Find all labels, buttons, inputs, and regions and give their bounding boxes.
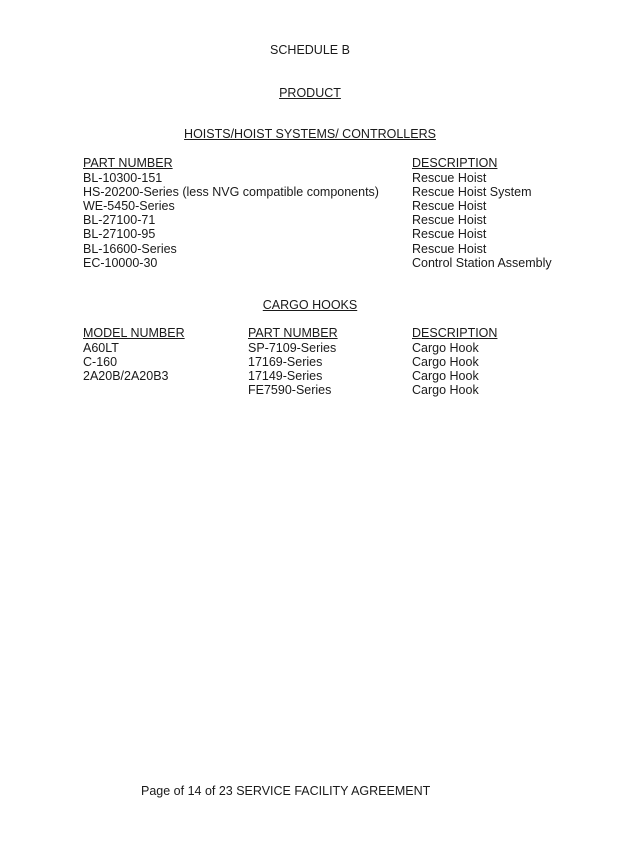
description: Control Station Assembly <box>412 255 552 270</box>
description: Cargo Hook <box>412 368 479 383</box>
part-number: 17169-Series <box>248 354 323 369</box>
model-number: C-160 <box>83 354 118 369</box>
part-number: BL-27100-95 <box>83 227 156 242</box>
hoists-col-desc: DESCRIPTION <box>412 156 498 170</box>
table-row <box>0 256 620 270</box>
table-row <box>0 383 620 397</box>
cargo-header-row <box>0 326 620 340</box>
description: Rescue Hoist <box>412 198 487 213</box>
table-row <box>0 185 620 199</box>
description: Rescue Hoist System <box>412 184 532 199</box>
table-row <box>0 242 620 256</box>
part-number: BL-16600-Series <box>83 241 177 256</box>
table-row <box>0 355 620 369</box>
hoists-col-part: PART NUMBER <box>83 156 173 170</box>
table-row <box>0 171 620 185</box>
model-number: 2A20B/2A20B3 <box>83 368 169 383</box>
description: Rescue Hoist <box>412 241 487 256</box>
cargo-col-model: MODEL NUMBER <box>83 326 185 340</box>
table-row <box>0 199 620 213</box>
product-heading <box>0 86 620 100</box>
cargo-col-part: PART NUMBER <box>248 326 338 340</box>
table-row <box>0 341 620 355</box>
description: Rescue Hoist <box>412 227 487 242</box>
hoists-heading-text: HOISTS/HOIST SYSTEMS/ CONTROLLERS <box>184 127 436 141</box>
hoists-heading <box>0 127 620 141</box>
model-number: A60LT <box>83 340 119 355</box>
description: Rescue Hoist <box>412 213 487 228</box>
part-number: SP-7109-Series <box>248 340 337 355</box>
table-row <box>0 369 620 383</box>
table-row <box>0 227 620 241</box>
part-number: BL-10300-151 <box>83 170 163 185</box>
cargo-heading-text: CARGO HOOKS <box>262 298 358 312</box>
cargo-col-desc: DESCRIPTION <box>412 326 498 340</box>
description: Cargo Hook <box>412 383 479 398</box>
product-heading-text: PRODUCT <box>279 86 341 100</box>
description: Cargo Hook <box>412 354 479 369</box>
description: Cargo Hook <box>412 340 479 355</box>
part-number: HS-20200-Series (less NVG compatible components) <box>83 184 379 199</box>
part-number: FE7590-Series <box>248 383 332 398</box>
part-number: WE-5450-Series <box>83 198 175 213</box>
cargo-heading <box>0 298 620 312</box>
description: Rescue Hoist <box>412 170 487 185</box>
part-number: BL-27100-71 <box>83 213 156 228</box>
table-row <box>0 213 620 227</box>
hoists-header-row <box>0 156 620 170</box>
part-number: 17149-Series <box>248 368 323 383</box>
part-number: EC-10000-30 <box>83 255 158 270</box>
page-footer: Page of 14 of 23 SERVICE FACILITY AGREEMENT <box>141 784 431 798</box>
schedule-title: SCHEDULE B <box>270 43 350 57</box>
